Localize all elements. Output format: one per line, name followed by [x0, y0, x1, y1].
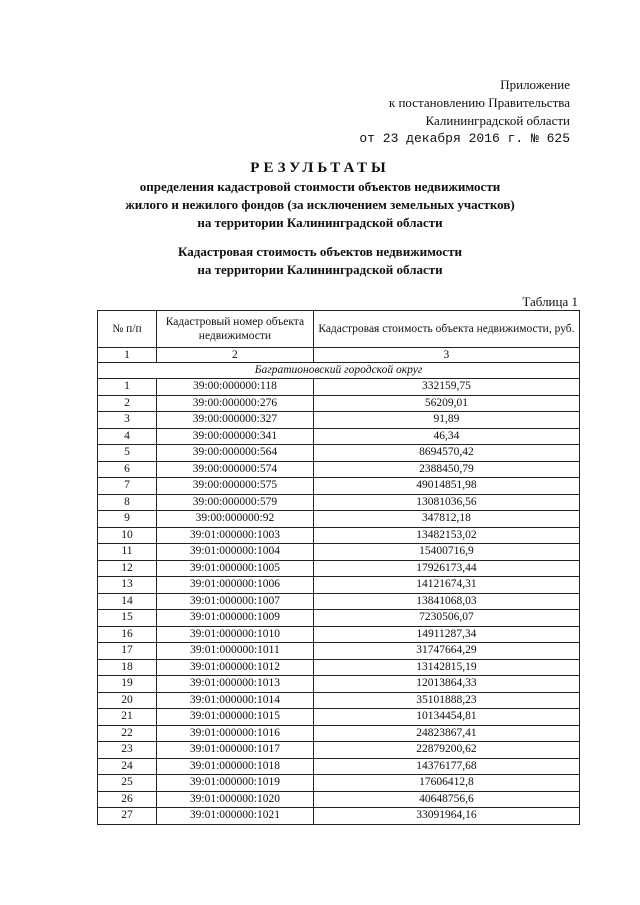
row-number-cell: 7: [98, 478, 157, 495]
section-title: Багратионовский городской округ: [98, 363, 580, 379]
cadastral-table: [97, 310, 580, 825]
header-cadastral-value: Кадастровая стоимость объекта недвижимости, руб.: [313, 311, 579, 348]
column-number: 3: [313, 348, 579, 363]
subtitle-line-2: на территории Калининградской области: [197, 262, 443, 277]
table-row: [98, 560, 580, 577]
cadastral-value-cell: 22879200,62: [313, 742, 579, 759]
table-row: [98, 478, 580, 495]
cadastral-number-cell: 39:00:000000:92: [157, 511, 314, 528]
column-number: 2: [157, 348, 314, 363]
table-row: [98, 593, 580, 610]
cadastral-number-cell: 39:00:000000:118: [157, 379, 314, 396]
row-number-cell: 19: [98, 676, 157, 693]
cadastral-value-cell: 332159,75: [313, 379, 579, 396]
table-row: [98, 791, 580, 808]
table-row: [98, 709, 580, 726]
cadastral-number-cell: 39:01:000000:1004: [157, 544, 314, 561]
column-number: 1: [98, 348, 157, 363]
cadastral-value-cell: 13841068,03: [313, 593, 579, 610]
cadastral-number-cell: 39:01:000000:1007: [157, 593, 314, 610]
row-number-cell: 23: [98, 742, 157, 759]
table-row: [98, 725, 580, 742]
title-sub-3: на территории Калининградской области: [197, 215, 443, 230]
cadastral-number-cell: 39:00:000000:579: [157, 494, 314, 511]
row-number-cell: 10: [98, 527, 157, 544]
row-number-cell: 1: [98, 379, 157, 396]
table-row: [98, 626, 580, 643]
cadastral-number-cell: 39:00:000000:327: [157, 412, 314, 429]
table-label: Таблица 1: [522, 294, 578, 309]
table-row: [98, 511, 580, 528]
cadastral-number-cell: 39:01:000000:1009: [157, 610, 314, 627]
row-number-cell: 24: [98, 758, 157, 775]
cadastral-value-cell: 46,34: [313, 428, 579, 445]
row-number-cell: 14: [98, 593, 157, 610]
row-number-cell: 5: [98, 445, 157, 462]
table-row: [98, 775, 580, 792]
row-number-cell: 16: [98, 626, 157, 643]
cadastral-value-cell: 24823867,41: [313, 725, 579, 742]
cadastral-number-cell: 39:00:000000:574: [157, 461, 314, 478]
cadastral-number-cell: 39:01:000000:1014: [157, 692, 314, 709]
row-number-cell: 9: [98, 511, 157, 528]
row-number-cell: 6: [98, 461, 157, 478]
table-row: [98, 461, 580, 478]
cadastral-number-cell: 39:00:000000:564: [157, 445, 314, 462]
row-number-cell: 8: [98, 494, 157, 511]
table-row: [98, 659, 580, 676]
cadastral-value-cell: 13482153,02: [313, 527, 579, 544]
row-number-cell: 12: [98, 560, 157, 577]
cadastral-value-cell: 7230506,07: [313, 610, 579, 627]
table-header-row: [98, 311, 580, 348]
table-row: [98, 676, 580, 693]
table-row: [98, 643, 580, 660]
cadastral-number-cell: 39:01:000000:1006: [157, 577, 314, 594]
cadastral-number-cell: 39:01:000000:1019: [157, 775, 314, 792]
table-row: [98, 758, 580, 775]
table-row: [98, 379, 580, 396]
cadastral-value-cell: 15400716,9: [313, 544, 579, 561]
cadastral-number-cell: 39:01:000000:1020: [157, 791, 314, 808]
cadastral-value-cell: 14911287,34: [313, 626, 579, 643]
table-row: [98, 395, 580, 412]
cadastral-value-cell: 35101888,23: [313, 692, 579, 709]
document-title: [0, 159, 640, 232]
title-sub-1: определения кадастровой стоимости объектов недвижимости: [139, 179, 501, 194]
row-number-cell: 27: [98, 808, 157, 825]
table-row: [98, 494, 580, 511]
cadastral-value-cell: 17606412,8: [313, 775, 579, 792]
cadastral-value-cell: 2388450,79: [313, 461, 579, 478]
row-number-cell: 22: [98, 725, 157, 742]
cadastral-value-cell: 14376177,68: [313, 758, 579, 775]
column-number-row: [98, 348, 580, 363]
cadastral-value-cell: 8694570,42: [313, 445, 579, 462]
row-number-cell: 18: [98, 659, 157, 676]
cadastral-value-cell: 12013864,33: [313, 676, 579, 693]
cadastral-value-cell: 31747664,29: [313, 643, 579, 660]
table-row: [98, 692, 580, 709]
cadastral-number-cell: 39:01:000000:1005: [157, 560, 314, 577]
appendix-line-2: к постановлению Правительства: [388, 95, 570, 110]
table-row: [98, 808, 580, 825]
cadastral-value-cell: 14121674,31: [313, 577, 579, 594]
cadastral-value-cell: 33091964,16: [313, 808, 579, 825]
cadastral-number-cell: 39:01:000000:1015: [157, 709, 314, 726]
header-cadastral-number: Кадастровый номер объекта недвижимости: [157, 311, 314, 348]
section-row: [98, 363, 580, 379]
table-row: [98, 610, 580, 627]
cadastral-number-cell: 39:01:000000:1013: [157, 676, 314, 693]
table-row: [98, 412, 580, 429]
row-number-cell: 2: [98, 395, 157, 412]
cadastral-number-cell: 39:00:000000:276: [157, 395, 314, 412]
table-row: [98, 428, 580, 445]
row-number-cell: 25: [98, 775, 157, 792]
cadastral-number-cell: 39:01:000000:1003: [157, 527, 314, 544]
row-number-cell: 20: [98, 692, 157, 709]
cadastral-number-cell: 39:01:000000:1018: [157, 758, 314, 775]
cadastral-number-cell: 39:01:000000:1017: [157, 742, 314, 759]
row-number-cell: 26: [98, 791, 157, 808]
row-number-cell: 13: [98, 577, 157, 594]
row-number-cell: 15: [98, 610, 157, 627]
cadastral-value-cell: 17926173,44: [313, 560, 579, 577]
table-subtitle: [0, 243, 640, 279]
row-number-cell: 4: [98, 428, 157, 445]
cadastral-value-cell: 10134454,81: [313, 709, 579, 726]
cadastral-number-cell: 39:01:000000:1010: [157, 626, 314, 643]
cadastral-number-cell: 39:01:000000:1016: [157, 725, 314, 742]
cadastral-number-cell: 39:00:000000:341: [157, 428, 314, 445]
cadastral-number-cell: 39:00:000000:575: [157, 478, 314, 495]
header-number: № п/п: [98, 311, 157, 348]
row-number-cell: 3: [98, 412, 157, 429]
table-row: [98, 445, 580, 462]
appendix-block: [359, 76, 570, 148]
table-row: [98, 544, 580, 561]
row-number-cell: 21: [98, 709, 157, 726]
title-heading: РЕЗУЛЬТАТЫ: [250, 160, 390, 176]
cadastral-value-cell: 347812,18: [313, 511, 579, 528]
cadastral-value-cell: 49014851,98: [313, 478, 579, 495]
row-number-cell: 11: [98, 544, 157, 561]
cadastral-number-cell: 39:01:000000:1011: [157, 643, 314, 660]
subtitle-line-1: Кадастровая стоимость объектов недвижимости: [178, 244, 462, 259]
cadastral-value-cell: 13142815,19: [313, 659, 579, 676]
cadastral-value-cell: 13081036,56: [313, 494, 579, 511]
cadastral-value-cell: 91,89: [313, 412, 579, 429]
table-row: [98, 527, 580, 544]
cadastral-value-cell: 40648756,6: [313, 791, 579, 808]
table-row: [98, 577, 580, 594]
appendix-date-line: от 23 декабря 2016 г. № 625: [359, 131, 570, 146]
cadastral-value-cell: 56209,01: [313, 395, 579, 412]
cadastral-number-cell: 39:01:000000:1021: [157, 808, 314, 825]
row-number-cell: 17: [98, 643, 157, 660]
appendix-line-3: Калининградской области: [425, 113, 570, 128]
title-sub-2: жилого и нежилого фондов (за исключением земельных участков): [125, 197, 515, 212]
table-row: [98, 742, 580, 759]
appendix-line-1: Приложение: [500, 77, 570, 92]
cadastral-number-cell: 39:01:000000:1012: [157, 659, 314, 676]
